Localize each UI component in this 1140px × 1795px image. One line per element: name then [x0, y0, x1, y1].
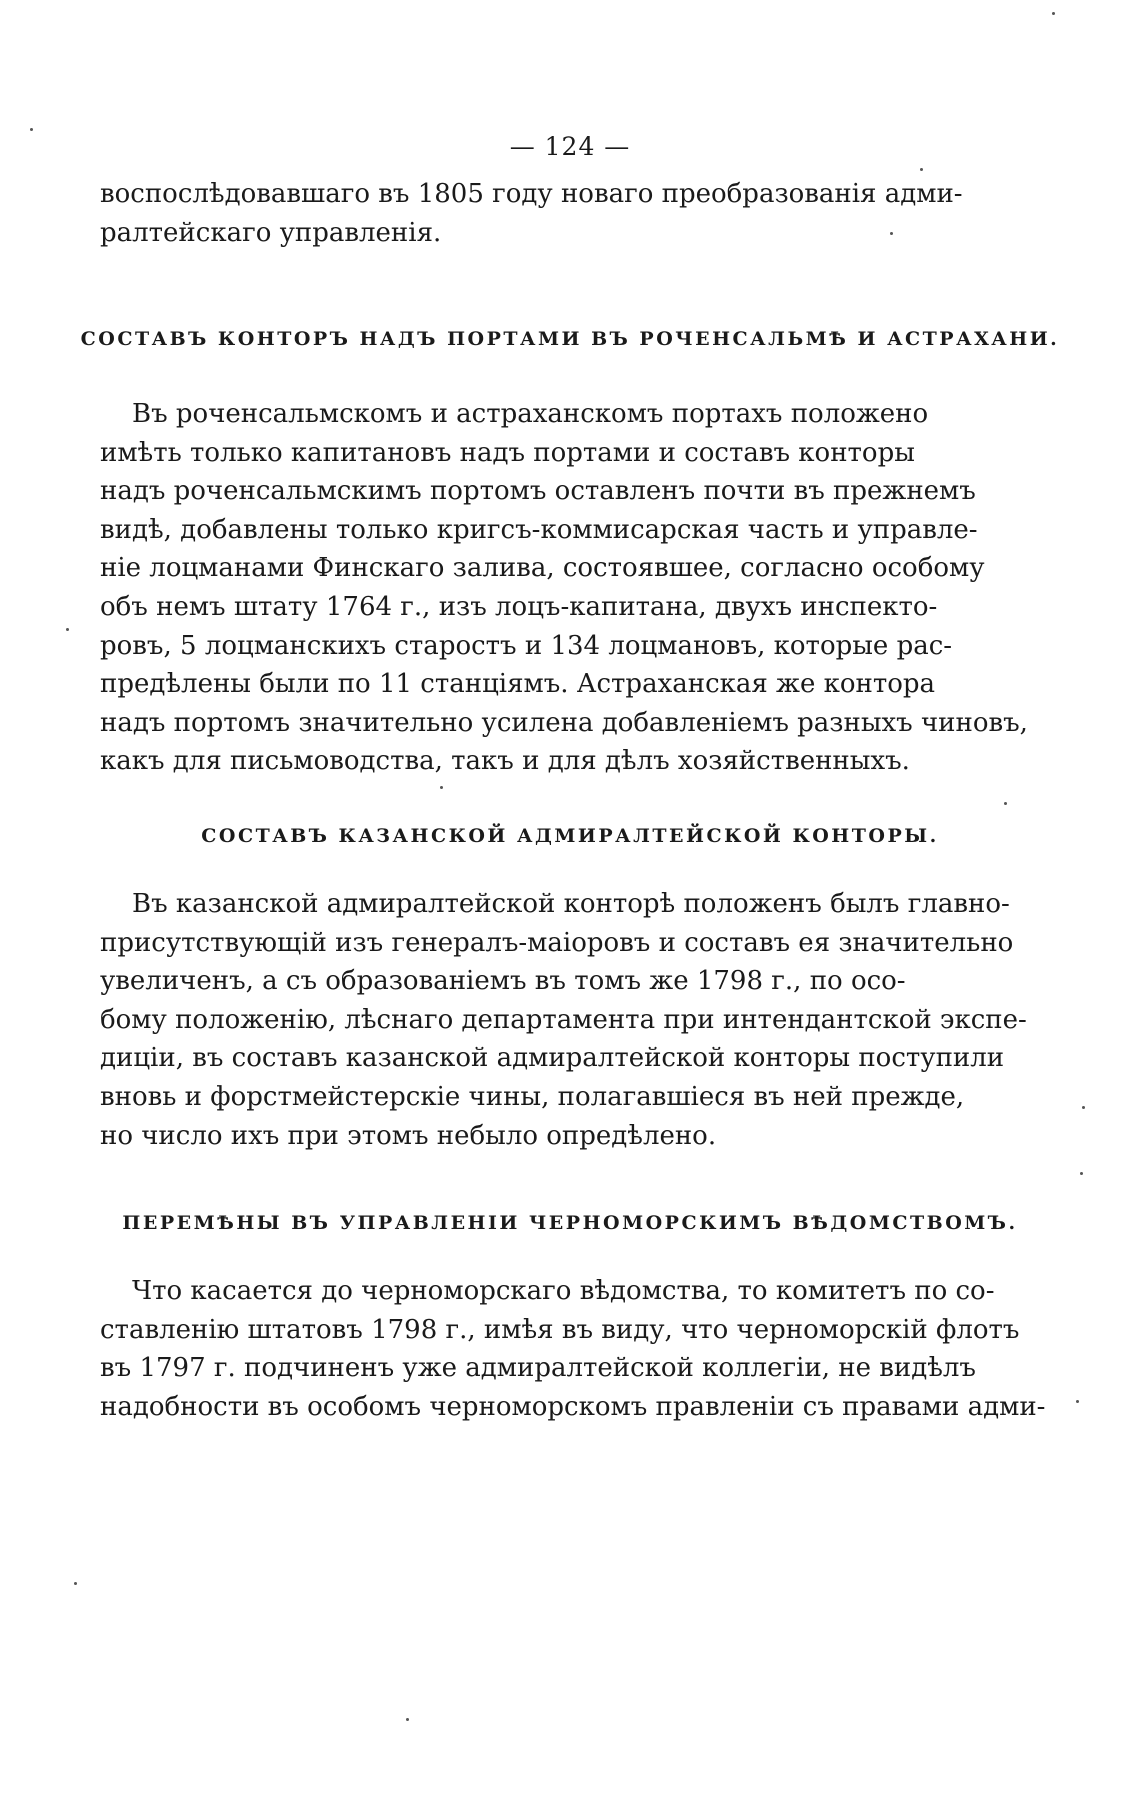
scan-speck	[406, 1718, 409, 1721]
text-line: надъ роченсальмскимъ портомъ оставленъ почти въ прежнемъ	[100, 476, 976, 507]
section-heading-kazan: СОСТАВЪ КАЗАНСКОЙ АДМИРАЛТЕЙСКОЙ КОНТОРЫ.	[201, 825, 939, 847]
scan-speck	[1080, 1172, 1083, 1175]
text-line: видѣ, добавлены только кригсъ-коммисарская часть и управле-	[100, 514, 978, 545]
scan-speck	[1004, 802, 1007, 805]
page-number: — 124 —	[509, 132, 631, 161]
scan-speck	[440, 786, 443, 789]
text-line: вновь и форстмейстерскіе чины, полагавшіеся въ ней прежде,	[100, 1081, 965, 1112]
text-line: присутствующій изъ генералъ-маіоровъ и составъ ея значительно	[100, 927, 1014, 958]
scan-speck	[66, 628, 69, 631]
text-line: диціи, въ составъ казанской адмиралтейской конторы поступили	[100, 1043, 1005, 1074]
text-line: какъ для письмоводства, такъ и для дѣлъ хозяйственныхъ.	[100, 746, 910, 777]
section-paragraph-kazan	[100, 885, 1070, 1155]
text-line: объ немъ штату 1764 г., изъ лоцъ-капитана, двухъ инспекто-	[100, 591, 938, 622]
text-line: надъ портомъ значительно усилена добавленіемъ разныхъ чиновъ,	[100, 707, 1028, 738]
scan-speck	[1052, 12, 1055, 15]
text-line: имѣть только капитановъ надъ портами и составъ конторы	[100, 437, 915, 468]
text-line: предѣлены были по 11 станціямъ. Астраханская же контора	[100, 669, 936, 700]
scan-speck	[1082, 1106, 1085, 1109]
text-line: Въ казанской адмиралтейской конторѣ положенъ былъ главно-	[132, 889, 1010, 919]
text-line: Въ роченсальмскомъ и астраханскомъ портахъ положено	[132, 399, 929, 429]
scan-speck	[890, 232, 893, 235]
intro-paragraph	[100, 175, 1070, 252]
text-line: ровъ, 5 лоцманскихъ старостъ и 134 лоцмановъ, которые рас-	[100, 630, 953, 661]
scan-speck	[920, 168, 923, 171]
text-line: увеличенъ, а съ образованіемъ въ томъ же 1798 г., по осо-	[100, 966, 906, 997]
scan-speck	[1076, 1400, 1079, 1403]
section-heading-black-sea: ПЕРЕМѢНЫ ВЪ УПРАВЛЕНІИ ЧЕРНОМОРСКИМЪ ВѢДОМСТВОМЪ.	[122, 1212, 1018, 1234]
text-line: Что касается до черноморскаго вѣдомства, то комитетъ по со-	[132, 1276, 995, 1306]
section-paragraph-black-sea	[100, 1272, 1070, 1426]
text-line: воспослѣдовавшаго въ 1805 году новаго преобразованія адми-	[100, 179, 963, 209]
text-line: надобности въ особомъ черноморскомъ правленіи съ правами адми-	[100, 1391, 1046, 1422]
text-line: ніе лоцманами Финскаго залива, состоявшее, согласно особому	[100, 553, 985, 584]
text-line: ралтейскаго управленія.	[100, 217, 442, 248]
text-line: въ 1797 г. подчиненъ уже адмиралтейской коллегіи, не видѣлъ	[100, 1353, 976, 1384]
scan-speck	[74, 1582, 77, 1585]
text-line: но число ихъ при этомъ небыло опредѣлено.	[100, 1120, 717, 1151]
section-paragraph-ports	[100, 395, 1070, 781]
scan-speck	[30, 128, 33, 131]
section-heading-ports: СОСТАВЪ КОНТОРЪ НАДЪ ПОРТАМИ ВЪ РОЧЕНСАЛЬМѢ И АСТРАХАНИ.	[80, 328, 1060, 350]
text-line: бому положенію, лѣснаго департамента при интендантской экспе-	[100, 1004, 1027, 1035]
text-line: ставленію штатовъ 1798 г., имѣя въ виду, что черноморскій флотъ	[100, 1314, 1020, 1345]
